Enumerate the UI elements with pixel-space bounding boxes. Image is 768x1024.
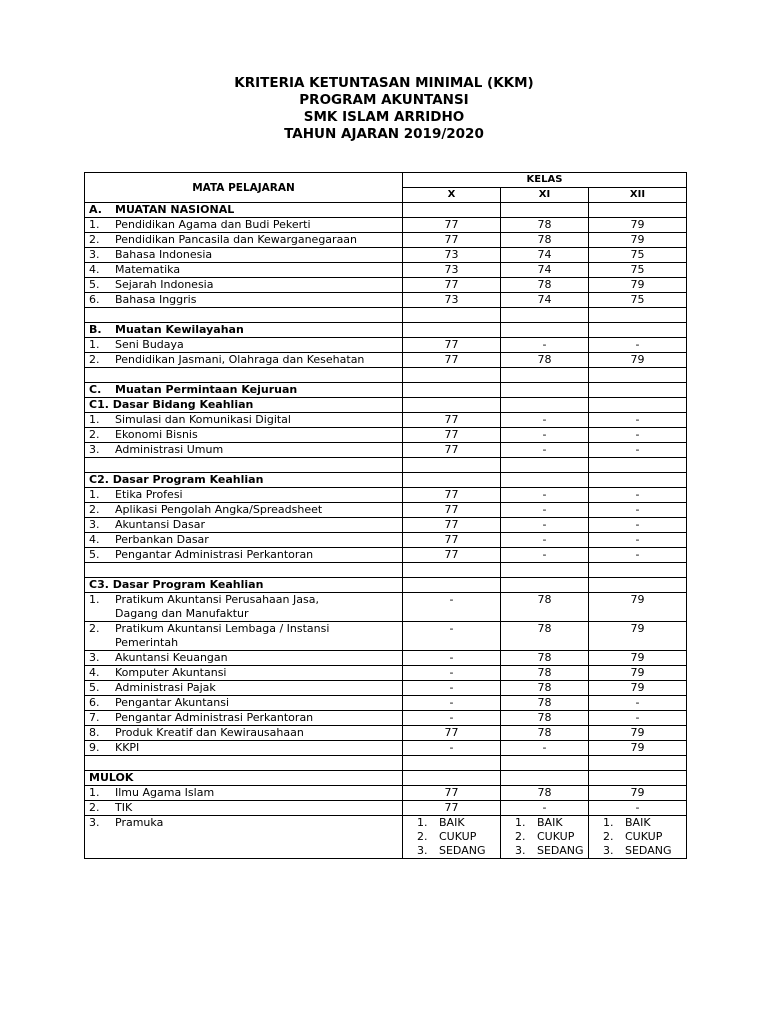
subject-name: Bahasa Inggris (115, 293, 197, 306)
title-line: KRITERIA KETUNTASAN MINIMAL (KKM) (234, 75, 534, 91)
table-row (85, 741, 687, 756)
section-number: A. (89, 203, 102, 216)
kkm-value-xi: - (501, 488, 589, 503)
kkm-value-xii: - (589, 518, 687, 533)
section-title-cell (85, 771, 403, 786)
subject-name: Seni Budaya (115, 338, 184, 351)
subject-cell (85, 233, 403, 248)
subject-cell (85, 443, 403, 458)
section-title: MULOK (89, 771, 134, 784)
table-row (85, 488, 687, 503)
row-number: 2. (89, 428, 100, 441)
kkm-value-x: 73 (403, 293, 501, 308)
section-title: C3. Dasar Program Keahlian (89, 578, 264, 591)
predikat-item (593, 816, 682, 830)
section-header-row (85, 383, 687, 398)
row-number: 1. (89, 488, 100, 501)
kkm-value-x: 77 (403, 503, 501, 518)
kkm-value-x: 77 (403, 801, 501, 816)
kkm-value-xi: 78 (501, 681, 589, 696)
subject-name: Produk Kreatif dan Kewirausahaan (115, 726, 304, 739)
empty-row (85, 368, 687, 383)
table-row (85, 786, 687, 801)
subject-name: Pratikum Akuntansi Lembaga / Instansi Pemerintah (115, 622, 330, 649)
subject-cell (85, 518, 403, 533)
table-row (85, 218, 687, 233)
kkm-value-xi: 78 (501, 278, 589, 293)
kkm-value-xii: - (589, 488, 687, 503)
predikat-item (505, 816, 584, 830)
table-row (85, 681, 687, 696)
subject-name: Pratikum Akuntansi Perusahaan Jasa, Dagang dan Manufaktur (115, 593, 319, 620)
section-header-row (85, 203, 687, 218)
row-number: 6. (89, 293, 100, 306)
section-header-row (85, 771, 687, 786)
kkm-value-xi: - (501, 503, 589, 518)
subject-name: Simulasi dan Komunikasi Digital (115, 413, 291, 426)
row-number: 2. (89, 801, 100, 814)
kkm-value-x: - (403, 593, 501, 622)
table-row (85, 711, 687, 726)
kkm-value-xi: - (501, 741, 589, 756)
kkm-value-xii: 79 (589, 726, 687, 741)
predikat-label: SEDANG (625, 844, 672, 857)
kkm-value-xii: 79 (589, 278, 687, 293)
kkm-value-xi: - (501, 548, 589, 563)
kkm-value-x: - (403, 666, 501, 681)
kkm-value-xi: 78 (501, 622, 589, 651)
section-header-row (85, 578, 687, 593)
section-header-row (85, 323, 687, 338)
table-row (85, 338, 687, 353)
table-row (85, 503, 687, 518)
kkm-table (84, 172, 687, 859)
kkm-value-x: 73 (403, 263, 501, 278)
table-row (85, 293, 687, 308)
subject-name: Administrasi Pajak (115, 681, 216, 694)
section-title-cell (85, 473, 403, 488)
section-header-row (85, 473, 687, 488)
subject-name: KKPI (115, 741, 140, 754)
kkm-value-xi: 78 (501, 666, 589, 681)
kkm-value-x: 77 (403, 533, 501, 548)
kkm-value-xii: 79 (589, 233, 687, 248)
row-number: 1. (89, 593, 100, 606)
kkm-value-x: 77 (403, 428, 501, 443)
predikat-label: BAIK (537, 816, 563, 829)
empty-row (85, 308, 687, 323)
predikat-list-xii (589, 816, 687, 859)
kkm-value-x: 77 (403, 786, 501, 801)
section-title: Muatan Kewilayahan (115, 323, 244, 336)
row-number: 8. (89, 726, 100, 739)
predikat-number: 1. (515, 816, 526, 829)
subject-name: Komputer Akuntansi (115, 666, 227, 679)
predikat-number: 1. (417, 816, 428, 829)
predikat-number: 2. (603, 830, 614, 843)
subject-cell (85, 338, 403, 353)
header-mata-pelajaran: MATA PELAJARAN (85, 173, 403, 203)
subject-name: Etika Profesi (115, 488, 183, 501)
subject-cell (85, 681, 403, 696)
predikat-label: SEDANG (439, 844, 486, 857)
kkm-value-xi: 78 (501, 233, 589, 248)
kkm-value-xi: - (501, 443, 589, 458)
kkm-value-xi: 78 (501, 353, 589, 368)
kkm-value-x: 73 (403, 248, 501, 263)
subject-cell (85, 741, 403, 756)
predikat-number: 2. (515, 830, 526, 843)
kkm-value-xii: 79 (589, 218, 687, 233)
subject-name: Pendidikan Agama dan Budi Pekerti (115, 218, 311, 231)
row-number: 1. (89, 786, 100, 799)
row-number: 3. (89, 248, 100, 261)
kkm-value-x: 77 (403, 548, 501, 563)
subject-name: Ekonomi Bisnis (115, 428, 198, 441)
table-row (85, 428, 687, 443)
predikat-item (593, 830, 682, 844)
subject-name: Akuntansi Keuangan (115, 651, 228, 664)
subject-cell (85, 816, 403, 859)
kkm-value-xi: 74 (501, 248, 589, 263)
kkm-value-xii: - (589, 696, 687, 711)
subject-name: Aplikasi Pengolah Angka/Spreadsheet (115, 503, 323, 516)
subject-name: Pengantar Akuntansi (115, 696, 230, 709)
kkm-value-x: - (403, 696, 501, 711)
row-number: 2. (89, 503, 100, 516)
kkm-value-xii: - (589, 503, 687, 518)
subject-cell (85, 711, 403, 726)
row-number: 2. (89, 233, 100, 246)
subject-name: Akuntansi Dasar (115, 518, 206, 531)
subject-name: Sejarah Indonesia (115, 278, 214, 291)
subject-name: Pendidikan Jasmani, Olahraga dan Kesehatan (115, 353, 365, 366)
table-row (85, 533, 687, 548)
kkm-value-xii: - (589, 711, 687, 726)
table-row (85, 278, 687, 293)
kkm-value-xi: - (501, 428, 589, 443)
subject-name: Matematika (115, 263, 181, 276)
empty-row (85, 563, 687, 578)
kkm-value-xii: - (589, 548, 687, 563)
section-title: MUATAN NASIONAL (115, 203, 235, 216)
section-title-cell (85, 203, 403, 218)
table-row (85, 801, 687, 816)
row-number: 2. (89, 622, 100, 635)
row-number: 9. (89, 741, 100, 754)
predikat-number: 3. (515, 844, 526, 857)
kkm-value-xi: 74 (501, 263, 589, 278)
section-title: C2. Dasar Program Keahlian (89, 473, 264, 486)
predikat-item (505, 844, 584, 858)
empty-row (85, 458, 687, 473)
predikat-list-xi (501, 816, 589, 859)
kkm-value-xii: - (589, 533, 687, 548)
subject-name: Administrasi Umum (115, 443, 224, 456)
kkm-value-xi: 78 (501, 651, 589, 666)
subject-cell (85, 666, 403, 681)
subject-cell (85, 548, 403, 563)
subject-cell (85, 651, 403, 666)
kkm-value-xi: 74 (501, 293, 589, 308)
row-number: 1. (89, 338, 100, 351)
table-row (85, 353, 687, 368)
table-header-row (85, 173, 687, 188)
kkm-value-xii: 79 (589, 681, 687, 696)
subject-cell (85, 278, 403, 293)
subject-cell (85, 218, 403, 233)
section-title: Muatan Permintaan Kejuruan (115, 383, 298, 396)
table-row (85, 651, 687, 666)
predikat-number: 3. (417, 844, 428, 857)
kkm-value-xii: 75 (589, 263, 687, 278)
kkm-value-xii: - (589, 428, 687, 443)
header-kelas-x: X (403, 188, 501, 203)
table-row (85, 622, 687, 651)
row-number: 2. (89, 353, 100, 366)
row-number: 5. (89, 548, 100, 561)
row-number: 1. (89, 413, 100, 426)
subject-cell (85, 503, 403, 518)
subject-cell (85, 786, 403, 801)
row-number: 5. (89, 278, 100, 291)
kkm-value-xi: - (501, 518, 589, 533)
subject-cell (85, 801, 403, 816)
kkm-value-xi: 78 (501, 711, 589, 726)
kkm-value-xi: 78 (501, 726, 589, 741)
table-row (85, 233, 687, 248)
kkm-value-xi: 78 (501, 786, 589, 801)
title-line: PROGRAM AKUNTANSI (299, 92, 469, 108)
kkm-value-x: - (403, 741, 501, 756)
subject-cell (85, 593, 403, 622)
subject-name: Pengantar Administrasi Perkantoran (115, 548, 314, 561)
table-row (85, 248, 687, 263)
kkm-value-xi: - (501, 338, 589, 353)
subject-name: Pendidikan Pancasila dan Kewarganegaraan (115, 233, 358, 246)
predikat-number: 2. (417, 830, 428, 843)
table-row (85, 263, 687, 278)
section-title-cell (85, 383, 403, 398)
kkm-value-xii: 79 (589, 593, 687, 622)
section-title: C1. Dasar Bidang Keahlian (89, 398, 254, 411)
row-number: 6. (89, 696, 100, 709)
predikat-item (407, 844, 496, 858)
predikat-item (407, 830, 496, 844)
document-title (0, 75, 768, 143)
kkm-value-x: 77 (403, 278, 501, 293)
row-number: 3. (89, 443, 100, 456)
subject-cell (85, 696, 403, 711)
subject-name: Perbankan Dasar (115, 533, 209, 546)
kkm-value-xii: - (589, 413, 687, 428)
table-row (85, 548, 687, 563)
row-number: 1. (89, 218, 100, 231)
table-row (85, 593, 687, 622)
table-row (85, 518, 687, 533)
table-row (85, 443, 687, 458)
kkm-value-xii: - (589, 443, 687, 458)
kkm-value-xii: 79 (589, 666, 687, 681)
kkm-value-xii: 75 (589, 293, 687, 308)
kkm-value-x: 77 (403, 413, 501, 428)
predikat-label: CUKUP (625, 830, 663, 843)
kkm-value-xii: 79 (589, 353, 687, 368)
section-title-cell (85, 398, 403, 413)
kkm-value-x: 77 (403, 726, 501, 741)
subject-name: Pengantar Administrasi Perkantoran (115, 711, 314, 724)
row-number: 3. (89, 518, 100, 531)
section-number: C. (89, 383, 102, 396)
predikat-label: SEDANG (537, 844, 584, 857)
table-row (85, 413, 687, 428)
kkm-value-xii: 79 (589, 786, 687, 801)
predikat-label: BAIK (625, 816, 651, 829)
header-kelas: KELAS (403, 173, 687, 188)
kkm-value-xi: 78 (501, 696, 589, 711)
row-number: 4. (89, 533, 100, 546)
kkm-value-xii: - (589, 801, 687, 816)
predikat-label: BAIK (439, 816, 465, 829)
subject-cell (85, 413, 403, 428)
predikat-number: 3. (603, 844, 614, 857)
row-number: 3. (89, 816, 100, 829)
kkm-value-xii: - (589, 338, 687, 353)
subject-cell (85, 248, 403, 263)
subject-cell (85, 353, 403, 368)
title-line: SMK ISLAM ARRIDHO (303, 109, 465, 125)
subject-name: Pramuka (115, 816, 164, 829)
kkm-value-x: 77 (403, 443, 501, 458)
kkm-value-xi: - (501, 413, 589, 428)
kkm-value-x: 77 (403, 518, 501, 533)
section-title-cell (85, 323, 403, 338)
kkm-value-x: - (403, 681, 501, 696)
header-kelas-xi: XI (501, 188, 589, 203)
row-number: 7. (89, 711, 100, 724)
kkm-value-xi: - (501, 801, 589, 816)
kkm-value-xi: - (501, 533, 589, 548)
kkm-value-xi: 78 (501, 218, 589, 233)
kkm-value-x: 77 (403, 233, 501, 248)
kkm-value-x: 77 (403, 338, 501, 353)
predikat-item (593, 844, 682, 858)
predikat-list-x (403, 816, 501, 859)
section-header-row (85, 398, 687, 413)
predikat-number: 1. (603, 816, 614, 829)
table-row (85, 666, 687, 681)
predikat-label: CUKUP (439, 830, 477, 843)
kkm-value-x: 77 (403, 488, 501, 503)
empty-row (85, 756, 687, 771)
kkm-value-x: - (403, 622, 501, 651)
table-row-pramuka (85, 816, 687, 859)
section-title-cell (85, 578, 403, 593)
row-number: 5. (89, 681, 100, 694)
kkm-value-xii: 79 (589, 741, 687, 756)
kkm-value-xi: 78 (501, 593, 589, 622)
predikat-label: CUKUP (537, 830, 575, 843)
title-line: TAHUN AJARAN 2019/2020 (284, 126, 484, 142)
kkm-value-xii: 79 (589, 622, 687, 651)
header-kelas-xii: XII (589, 188, 687, 203)
kkm-value-x: - (403, 651, 501, 666)
kkm-value-xii: 75 (589, 248, 687, 263)
subject-cell (85, 622, 403, 651)
kkm-value-x: 77 (403, 353, 501, 368)
kkm-value-x: - (403, 711, 501, 726)
kkm-value-x: 77 (403, 218, 501, 233)
subject-name: Ilmu Agama Islam (115, 786, 215, 799)
subject-cell (85, 428, 403, 443)
subject-name: TIK (115, 801, 133, 814)
row-number: 3. (89, 651, 100, 664)
section-number: B. (89, 323, 102, 336)
row-number: 4. (89, 263, 100, 276)
table-row (85, 696, 687, 711)
subject-name: Bahasa Indonesia (115, 248, 213, 261)
subject-cell (85, 726, 403, 741)
predikat-item (505, 830, 584, 844)
predikat-item (407, 816, 496, 830)
kkm-value-xii: 79 (589, 651, 687, 666)
row-number: 4. (89, 666, 100, 679)
subject-cell (85, 263, 403, 278)
subject-cell (85, 488, 403, 503)
table-row (85, 726, 687, 741)
subject-cell (85, 533, 403, 548)
subject-cell (85, 293, 403, 308)
